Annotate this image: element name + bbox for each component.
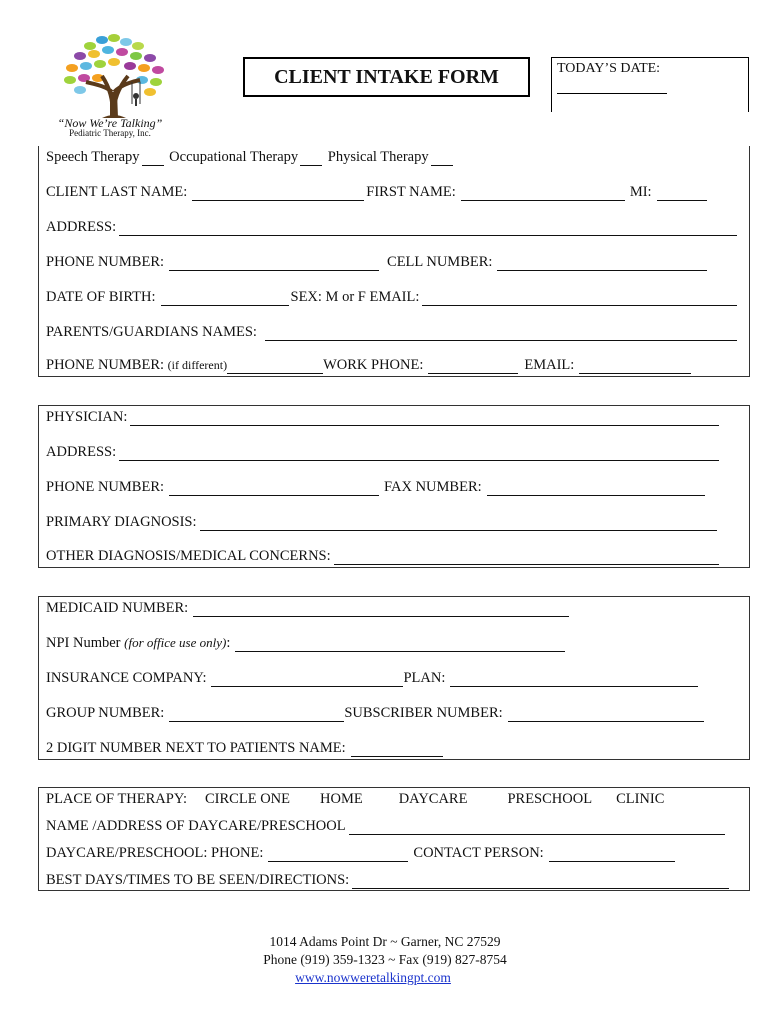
parent-phone-label: PHONE NUMBER: [46, 357, 165, 373]
npi-label: NPI Number [46, 635, 121, 651]
other-diagnosis-field[interactable] [334, 550, 719, 565]
cell-number-field[interactable] [497, 256, 707, 271]
fax-number-field[interactable] [487, 481, 705, 496]
contact-person-label: CONTACT PERSON: [413, 845, 544, 861]
primary-diagnosis-row [46, 513, 717, 531]
daycare-phone-row [46, 844, 737, 862]
npi-note: (for office use only) [124, 635, 227, 650]
parents-field[interactable] [265, 326, 737, 341]
group-number-field[interactable] [169, 707, 344, 722]
speech-therapy-label: Speech Therapy [46, 149, 140, 165]
physician-section [38, 405, 750, 568]
dob-label: DATE OF BIRTH: [46, 289, 156, 305]
parents-row [46, 323, 737, 341]
mi-field[interactable] [657, 186, 707, 201]
physician-address-label: ADDRESS: [46, 444, 117, 460]
option-home[interactable]: HOME [320, 791, 363, 807]
best-days-field[interactable] [352, 874, 729, 889]
plan-label: PLAN: [403, 670, 446, 686]
daycare-address-row [46, 817, 725, 835]
primary-diagnosis-field[interactable] [200, 516, 717, 531]
footer-website-row [0, 970, 758, 986]
insurance-company-row [46, 669, 737, 687]
sex-email-label: SEX: M or F EMAIL: [290, 289, 420, 305]
client-address-row [46, 218, 737, 236]
contact-person-field[interactable] [549, 847, 675, 862]
first-name-field[interactable] [461, 186, 625, 201]
parents-label: PARENTS/GUARDIANS NAMES: [46, 324, 257, 340]
daycare-phone-label: DAYCARE/PRESCHOOL: PHONE: [46, 845, 264, 861]
first-name-label: FIRST NAME: [366, 184, 456, 200]
best-days-row [46, 871, 729, 889]
physician-phone-row [46, 478, 737, 496]
medicaid-label: MEDICAID NUMBER: [46, 600, 189, 616]
subscriber-number-label: SUBSCRIBER NUMBER: [344, 705, 503, 721]
occupational-therapy-label: Occupational Therapy [169, 149, 299, 165]
parent-email-label: EMAIL: [524, 357, 575, 373]
work-phone-field[interactable] [428, 359, 518, 374]
physician-address-field[interactable] [119, 446, 719, 461]
place-of-therapy-section [38, 787, 750, 891]
logo-company-name: Pediatric Therapy, Inc. [69, 128, 151, 138]
daycare-address-field[interactable] [349, 820, 725, 835]
plan-field[interactable] [450, 672, 698, 687]
mi-label: MI: [629, 184, 652, 200]
therapy-type-row [46, 148, 737, 166]
other-diagnosis-label: OTHER DIAGNOSIS/MEDICAL CONCERNS: [46, 548, 331, 564]
client-name-row [46, 183, 737, 201]
cell-number-label: CELL NUMBER: [387, 254, 493, 270]
primary-diagnosis-label: PRIMARY DIAGNOSIS: [46, 514, 197, 530]
parent-email-field[interactable] [579, 359, 691, 374]
option-daycare[interactable]: DAYCARE [398, 791, 468, 807]
footer-phone-fax: Phone (919) 359-1323 ~ Fax (919) 827-8754 [263, 952, 507, 967]
circle-one-label: CIRCLE ONE [205, 791, 290, 807]
dob-row [46, 288, 737, 306]
option-clinic[interactable]: CLINIC [616, 791, 665, 807]
physical-therapy-label: Physical Therapy [327, 149, 429, 165]
todays-date-field[interactable] [557, 93, 667, 94]
physician-row [46, 408, 719, 426]
todays-date-label: TODAY’S DATE: [557, 61, 661, 76]
daycare-address-label: NAME /ADDRESS OF DAYCARE/PRESCHOOL [46, 818, 346, 834]
two-digit-row [46, 739, 737, 757]
physical-therapy-check[interactable] [431, 151, 453, 166]
physician-label: PHYSICIAN: [46, 409, 128, 425]
group-number-row [46, 704, 737, 722]
physician-field[interactable] [130, 411, 719, 426]
client-email-field[interactable] [422, 291, 737, 306]
npi-row: NPI Number (for office use only) : [46, 634, 737, 652]
speech-therapy-check[interactable] [142, 151, 164, 166]
best-days-label: BEST DAYS/TIMES TO BE SEEN/DIRECTIONS: [46, 872, 350, 888]
subscriber-number-field[interactable] [508, 707, 704, 722]
place-of-therapy-row [46, 790, 737, 808]
client-address-field[interactable] [119, 221, 737, 236]
medicaid-field[interactable] [193, 602, 569, 617]
insurance-company-label: INSURANCE COMPANY: [46, 670, 207, 686]
todays-date-box [551, 57, 749, 112]
client-last-name-label: CLIENT LAST NAME: [46, 184, 188, 200]
client-info-section [38, 146, 750, 377]
insurance-company-field[interactable] [211, 672, 403, 687]
two-digit-field[interactable] [351, 742, 443, 757]
logo-tagline: “Now We’re Talking” [57, 116, 163, 130]
work-phone-label: WORK PHONE: [323, 357, 424, 373]
website-link[interactable]: www.nowweretalkingpt.com [295, 970, 451, 985]
daycare-phone-field[interactable] [268, 847, 408, 862]
client-phone-field[interactable] [169, 256, 379, 271]
occupational-therapy-check[interactable] [300, 151, 322, 166]
form-title: CLIENT INTAKE FORM [243, 57, 530, 97]
physician-address-row [46, 443, 719, 461]
client-last-name-field[interactable] [192, 186, 364, 201]
two-digit-label: 2 DIGIT NUMBER NEXT TO PATIENTS NAME: [46, 740, 346, 756]
fax-number-label: FAX NUMBER: [384, 479, 482, 495]
parent-phone-row [46, 356, 737, 374]
client-address-label: ADDRESS: [46, 219, 117, 235]
insurance-section [38, 596, 750, 760]
group-number-label: GROUP NUMBER: [46, 705, 165, 721]
client-phone-row [46, 253, 737, 271]
if-different-note: (if different) [167, 358, 228, 372]
client-phone-label: PHONE NUMBER: [46, 254, 165, 270]
footer-address: 1014 Adams Point Dr ~ Garner, NC 27529 [269, 934, 501, 949]
npi-field[interactable] [235, 637, 565, 652]
physician-phone-label: PHONE NUMBER: [46, 479, 165, 495]
option-preschool[interactable]: PRESCHOOL [507, 791, 593, 807]
other-diagnosis-row [46, 547, 719, 565]
physician-phone-field[interactable] [169, 481, 379, 496]
dob-field[interactable] [161, 291, 289, 306]
place-of-therapy-label: PLACE OF THERAPY: [46, 791, 188, 807]
parent-phone-field[interactable] [227, 359, 323, 374]
medicaid-row [46, 599, 737, 617]
